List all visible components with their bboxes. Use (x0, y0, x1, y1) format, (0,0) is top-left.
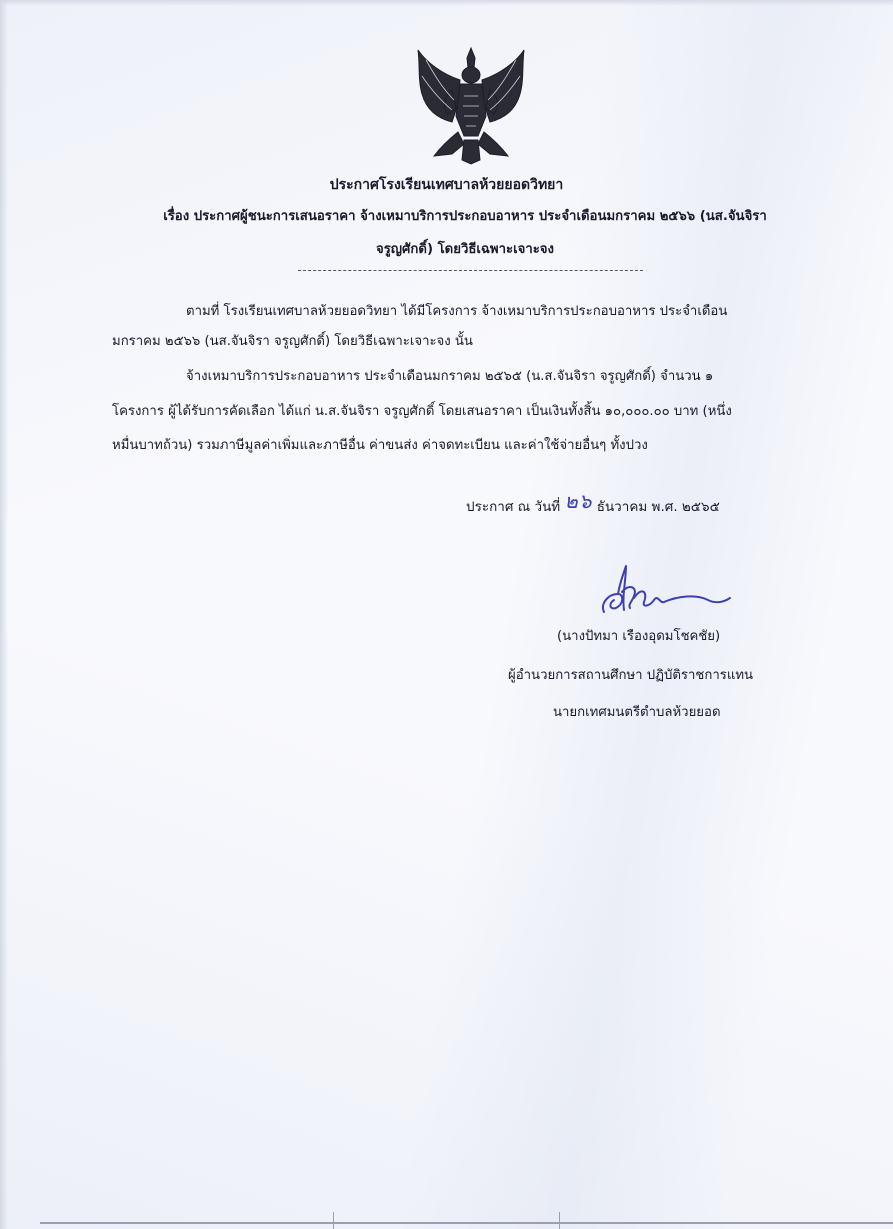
scan-edge-top (0, 0, 893, 6)
signer-name: (นางปัทมา เรืองอุดมโชคชัย) (557, 629, 721, 644)
bottom-form-divider (559, 1212, 560, 1229)
signer-position-line-1: ผู้อำนวยการสถานศึกษา ปฏิบัติราชการแทน (508, 668, 754, 683)
subject-line-1: เรื่อง ประกาศผู้ชนะการเสนอราคา จ้างเหมาบริการประกอบอาหาร ประจำเดือนมกราคม ๒๕๖๖ (นส.จันจิรา (163, 209, 767, 224)
handwritten-signature (598, 564, 733, 619)
garuda-emblem-icon (412, 44, 530, 166)
paragraph-2-line-2: โครงการ ผู้ได้รับการคัดเลือก ได้แก่ น.ส.จันจิรา จรูญศักดิ์ โดยเสนอราคา เป็นเงินทั้งสิ้น ๑๐,๐๐๐.๐๐ บาท (หนึ่ง (112, 404, 732, 419)
announcement-date (466, 489, 720, 516)
paragraph-2-line-1: จ้างเหมาบริการประกอบอาหาร ประจำเดือนมกราคม ๒๕๖๕ (น.ส.จันจิรา จรูญศักดิ์) จำนวน ๑ (186, 369, 714, 384)
handwritten-day: ๒๖ (564, 489, 593, 513)
signer-position-line-2: นายกเทศมนตรีตำบลห้วยยอด (553, 705, 721, 720)
date-prefix: ประกาศ ณ วันที่ (466, 499, 561, 515)
paragraph-1-line-1: ตามที่ โรงเรียนเทศบาลห้วยยอดวิทยา ได้มีโครงการ จ้างเหมาบริการประกอบอาหาร ประจำเดือน (186, 304, 728, 319)
paragraph-2-line-3: หมื่นบาทถ้วน) รวมภาษีมูลค่าเพิ่มและภาษีอื่น ค่าขนส่ง ค่าจดทะเบียน และค่าใช้จ่ายอื่นๆ ทั้งปวง (112, 438, 648, 453)
title-divider (298, 270, 643, 271)
bottom-form-rule (40, 1222, 893, 1224)
document-title: ประกาศโรงเรียนเทศบาลห้วยยอดวิทยา (329, 177, 564, 193)
paragraph-1-line-2: มกราคม ๒๕๖๖ (นส.จันจิรา จรูญศักดิ์) โดยวิธีเฉพาะเจาะจง นั้น (112, 334, 473, 349)
subject-line-2: จรูญศักดิ์) โดยวิธีเฉพาะเจาะจง (376, 242, 554, 257)
date-suffix: ธันวาคม พ.ศ. ๒๕๖๕ (596, 499, 720, 515)
bottom-form-divider (333, 1212, 334, 1229)
